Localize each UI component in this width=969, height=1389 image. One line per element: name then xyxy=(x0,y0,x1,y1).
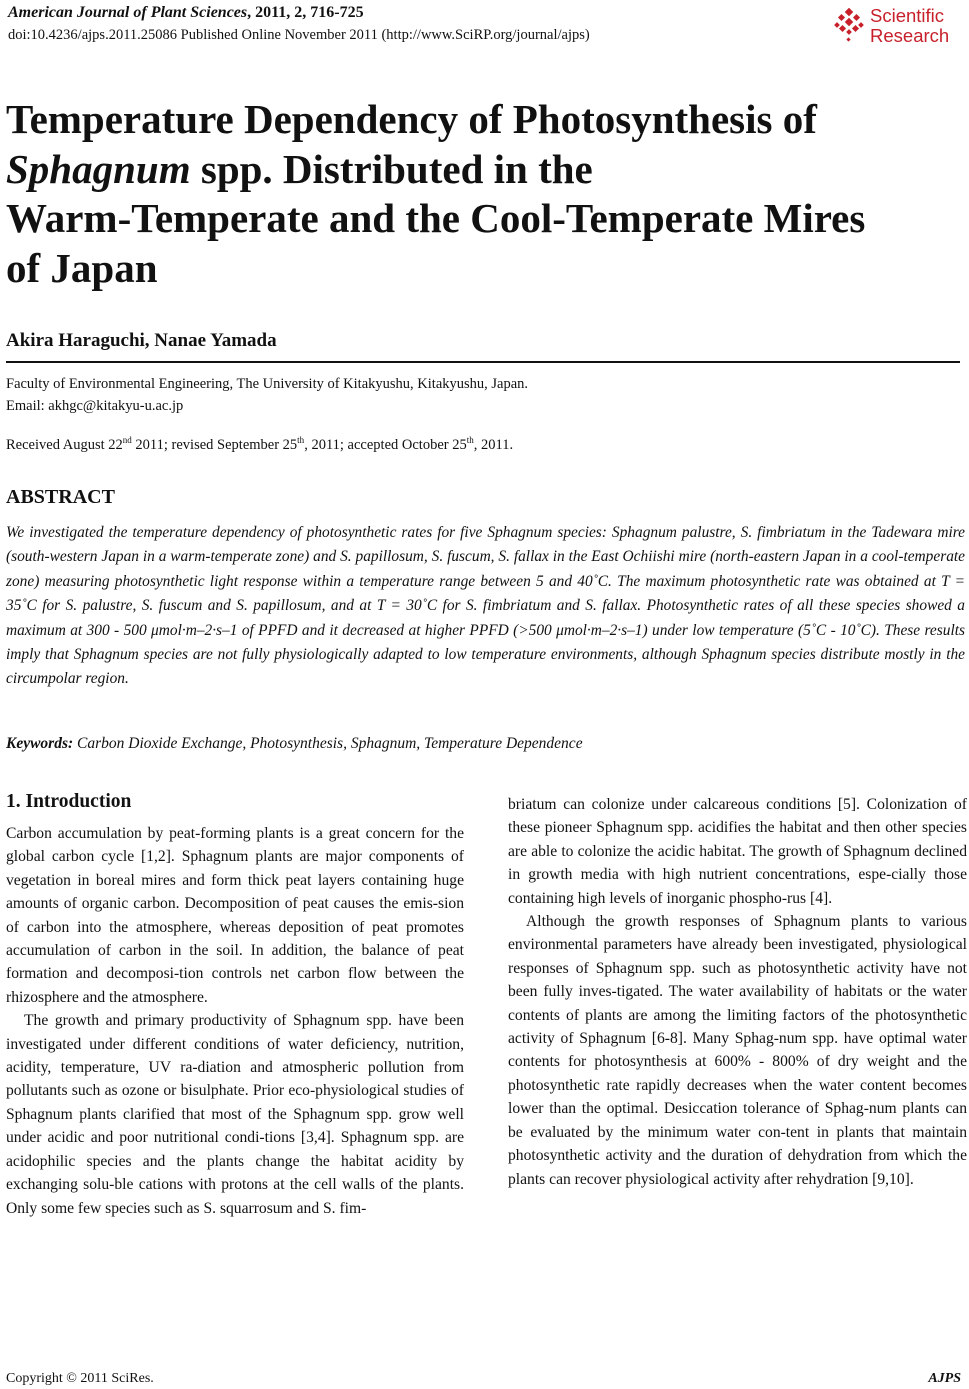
section-heading-introduction: 1. Introduction xyxy=(6,791,132,812)
article-history: Received August 22nd 2011; revised September 25th, 2011; accepted October 25th, 2011. xyxy=(6,435,514,453)
authors: Akira Haraguchi, Nanae Yamada xyxy=(6,330,277,351)
affiliation: Faculty of Environmental Engineering, The University of Kitakyushu, Kitakyushu, Japan. xyxy=(6,376,529,392)
logo-line-scientific: Scientific xyxy=(870,5,945,26)
body-paragraph-3: briatum can colonize under calcareous conditions [5]. Colonization of these pioneer Sphagnum spp. acidifies the habitat and then other species are able to colonize the acidic habitat. The growth of Sphagnum declined in growth media with high nutrient concentrations, espe-cially those containing high levels of inorganic phospho-rus [4]. xyxy=(508,796,967,907)
title-divider xyxy=(6,361,960,363)
footer-journal-abbrev: AJPS xyxy=(928,1371,961,1386)
journal-name: American Journal of Plant Sciences, 2011, 2, 716-725 xyxy=(8,4,364,21)
title-line-1: Temperature Dependency of Photosynthesis of xyxy=(6,96,817,142)
left-column xyxy=(6,790,464,1220)
masthead xyxy=(8,4,958,50)
footer-copyright: Copyright © 2011 SciRes. xyxy=(6,1371,154,1386)
title-line-2: spp. Distributed in the xyxy=(190,145,593,192)
keywords: Keywords: Carbon Dioxide Exchange, Photosynthesis, Sphagnum, Temperature Dependence xyxy=(6,735,583,752)
article-title xyxy=(6,95,956,293)
abstract-heading: ABSTRACT xyxy=(6,486,115,508)
logo-text xyxy=(870,6,949,46)
title-line-3: Warm-Temperate and the Cool-Temperate Mires xyxy=(6,195,866,241)
scientific-research-logo-icon xyxy=(832,8,868,44)
body-paragraph-2: The growth and primary productivity of Sphagnum spp. have been investigated under different conditions of water deficiency, nutrition, acidity, temperature, UV ra-diation and atmospheric pollution from pollutants such as ozone or bisulphate. Prior eco-physiological studies of Sphagnum plants clarified that most of the Sphagnum spp. grow well under acidic and poor nutritional condi-tions [3,4]. Sphagnum spp. are acidophilic species and the plants change the habitat acidity by exchanging solu-ble cations with protons at the cell walls of the plants. Only some few species such as S. squarrosum and S. fim- xyxy=(6,1012,464,1217)
body-paragraph-1: Carbon accumulation by peat-forming plants is a great concern for the global carbon cycle [1,2]. Sphagnum plants are major components of vegetation in boreal mires and form thick peat layers containing huge amounts of organic carbon. Decomposition of peat causes the emis-sion of carbon into the atmosphere, whereas deposition of peat promotes accumulation of carbon in the soil. In addition, the balance of peat formation and decomposi-tion controls net carbon flow between the rhizosphere and the atmosphere. xyxy=(6,825,464,1006)
keywords-list: Carbon Dioxide Exchange, Photosynthesis, Sphagnum, Temperature Dependence xyxy=(77,735,583,752)
publisher-logo[interactable] xyxy=(832,6,958,50)
body-paragraph-4: Although the growth responses of Sphagnum plants to various environmental parameters have already been investigated, physiological responses of Sphagnum spp. such as photosynthetic activity have not been fully inves-tigated. The water availability of habitats or the water contents of plants are among the limiting factors of the photosynthetic activity of Sphagnum [6-8]. Many Sphag-num spp. have optimal water contents for photosynthesis at 600% - 800% of dry weight and the photosynthetic rate rapidly decreases when the water content becomes lower than the optimal. Desiccation tolerance of Sphag-num plants can be evaluated by the minimum water con-tent in plants that maintain photosynthetic activity and the duration of dehydration from which the plants can recover physiological activity after rehydration [9,10]. xyxy=(508,913,967,1188)
abstract-text: We investigated the temperature dependency of photosynthetic rates for five Sphagnum species: Sphagnum palustre, S. fimbriatum in the Tadewara mire (south-western Japan in a warm-temperate zone) and S. papillosum, S. fuscum, S. fallax in the East Ochiishi mire (north-eastern Japan in a cool-temperate zone) measuring photosynthetic light response within a temperature range between 5 and 40˚C. The maximum photosynthetic rate was obtained at T = 35˚C for S. palustre, S. fuscum and S. papillosum, and at T = 30˚C for S. fimbriatum and S. fallax. Photosynthetic rates of all these species showed a maximum at 300 - 500 μmol·m–2·s–1 of PPFD and it decreased at higher PPFD (>500 μmol·m–2·s–1) under low temperature (5˚C - 10˚C). These results imply that Sphagnum species are not fully physiologically adapted to low temperature environments, although Sphagnum species distribute mostly in the circumpolar region. xyxy=(6,524,965,688)
right-column xyxy=(508,793,967,1191)
journal-doi: doi:10.4236/ajps.2011.25086 Published Online November 2011 (http://www.SciRP.org/journal/ajps) xyxy=(8,27,590,43)
title-genus: Sphagnum xyxy=(6,145,191,192)
keywords-label: Keywords xyxy=(6,735,68,752)
journal-volume: , 2011, 2, 716-725 xyxy=(247,4,364,21)
author-email[interactable]: Email: akhgc@kitakyu-u.ac.jp xyxy=(6,398,184,414)
logo-line-research: Research xyxy=(870,25,950,46)
title-line-4: of Japan xyxy=(6,244,158,291)
